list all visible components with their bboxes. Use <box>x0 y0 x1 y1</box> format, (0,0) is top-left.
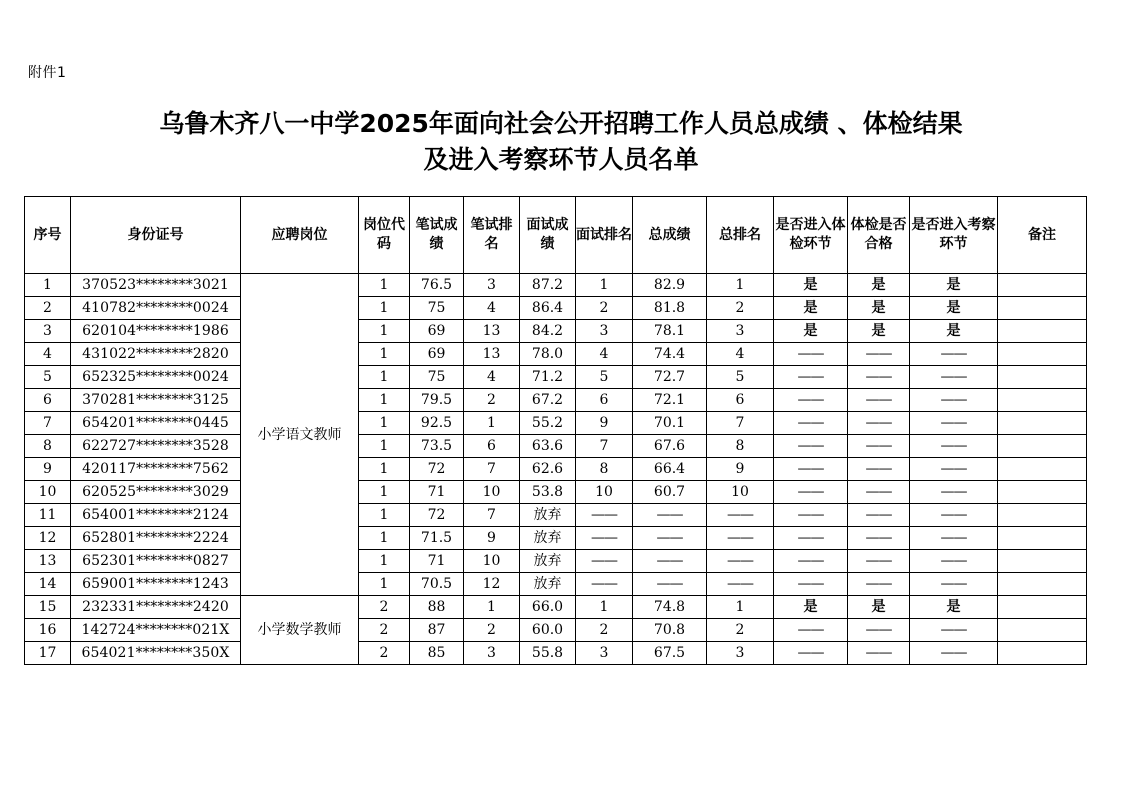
cell-exam-pass: 是 <box>848 596 910 619</box>
cell-written-score: 70.5 <box>410 573 464 596</box>
cell-seq: 7 <box>25 412 71 435</box>
cell-exam-pass: 是 <box>848 274 910 297</box>
table-row <box>25 619 1087 642</box>
cell-interview-score: 放弃 <box>520 573 576 596</box>
cell-id: 654021********350X <box>71 642 241 665</box>
header-exam-pass: 体检是否合格 <box>848 197 910 274</box>
cell-written-rank: 12 <box>464 573 520 596</box>
cell-enter-review: 是 <box>910 596 998 619</box>
cell-total-score: 81.8 <box>633 297 707 320</box>
cell-exam-pass: —— <box>848 642 910 665</box>
cell-exam-pass: —— <box>848 412 910 435</box>
cell-id: 652301********0827 <box>71 550 241 573</box>
cell-enter-review: —— <box>910 343 998 366</box>
header-seq: 序号 <box>25 197 71 274</box>
table-row <box>25 389 1087 412</box>
cell-written-score: 92.5 <box>410 412 464 435</box>
cell-id: 622727********3528 <box>71 435 241 458</box>
cell-remark <box>998 504 1087 527</box>
cell-interview-score: 放弃 <box>520 527 576 550</box>
cell-remark <box>998 274 1087 297</box>
cell-enter-review: —— <box>910 642 998 665</box>
cell-code: 1 <box>359 274 410 297</box>
cell-total-score: —— <box>633 550 707 573</box>
cell-exam-pass: —— <box>848 458 910 481</box>
cell-total-rank: 6 <box>707 389 774 412</box>
cell-enter-review: —— <box>910 504 998 527</box>
cell-total-rank: 2 <box>707 619 774 642</box>
cell-enter-exam: —— <box>774 550 848 573</box>
header-row <box>25 197 1087 274</box>
cell-enter-exam: —— <box>774 343 848 366</box>
cell-total-score: 74.8 <box>633 596 707 619</box>
cell-exam-pass: —— <box>848 619 910 642</box>
cell-written-rank: 13 <box>464 343 520 366</box>
title-line-1: 乌鲁木齐八一中学2025年面向社会公开招聘工作人员总成绩 、体检结果 <box>159 109 963 138</box>
cell-post: 小学语文教师 <box>241 274 359 596</box>
cell-total-score: 82.9 <box>633 274 707 297</box>
cell-written-rank: 3 <box>464 642 520 665</box>
cell-enter-exam: —— <box>774 366 848 389</box>
cell-written-score: 75 <box>410 366 464 389</box>
cell-written-score: 72 <box>410 458 464 481</box>
cell-enter-exam: —— <box>774 412 848 435</box>
cell-seq: 13 <box>25 550 71 573</box>
cell-remark <box>998 481 1087 504</box>
cell-code: 1 <box>359 435 410 458</box>
cell-remark <box>998 412 1087 435</box>
table-body <box>25 274 1087 665</box>
header-written-rank: 笔试排名 <box>464 197 520 274</box>
cell-enter-review: —— <box>910 527 998 550</box>
cell-enter-exam: —— <box>774 435 848 458</box>
cell-written-rank: 7 <box>464 504 520 527</box>
cell-id: 370281********3125 <box>71 389 241 412</box>
cell-interview-score: 66.0 <box>520 596 576 619</box>
cell-code: 2 <box>359 642 410 665</box>
header-enter-exam: 是否进入体检环节 <box>774 197 848 274</box>
cell-written-score: 88 <box>410 596 464 619</box>
cell-id: 370523********3021 <box>71 274 241 297</box>
cell-code: 1 <box>359 366 410 389</box>
cell-code: 2 <box>359 619 410 642</box>
cell-total-rank: 9 <box>707 458 774 481</box>
cell-total-score: 72.1 <box>633 389 707 412</box>
cell-total-rank: —— <box>707 573 774 596</box>
header-total-rank: 总排名 <box>707 197 774 274</box>
table-row <box>25 481 1087 504</box>
cell-code: 1 <box>359 481 410 504</box>
table-row <box>25 412 1087 435</box>
cell-enter-review: —— <box>910 412 998 435</box>
cell-seq: 11 <box>25 504 71 527</box>
cell-enter-exam: —— <box>774 527 848 550</box>
cell-interview-score: 67.2 <box>520 389 576 412</box>
title-line-2: 及进入考察环节人员名单 <box>423 145 699 174</box>
cell-total-rank: 3 <box>707 320 774 343</box>
cell-interview-rank: —— <box>576 504 633 527</box>
cell-written-score: 75 <box>410 297 464 320</box>
cell-exam-pass: —— <box>848 366 910 389</box>
cell-interview-rank: 10 <box>576 481 633 504</box>
cell-enter-exam: 是 <box>774 297 848 320</box>
cell-remark <box>998 366 1087 389</box>
cell-enter-exam: —— <box>774 642 848 665</box>
cell-code: 1 <box>359 389 410 412</box>
cell-seq: 6 <box>25 389 71 412</box>
cell-interview-score: 55.2 <box>520 412 576 435</box>
cell-seq: 2 <box>25 297 71 320</box>
cell-interview-rank: —— <box>576 573 633 596</box>
cell-remark <box>998 573 1087 596</box>
header-post: 应聘岗位 <box>241 197 359 274</box>
cell-total-rank: 4 <box>707 343 774 366</box>
cell-exam-pass: —— <box>848 389 910 412</box>
cell-seq: 5 <box>25 366 71 389</box>
cell-written-score: 72 <box>410 504 464 527</box>
cell-total-score: 74.4 <box>633 343 707 366</box>
cell-enter-exam: 是 <box>774 596 848 619</box>
cell-total-rank: 5 <box>707 366 774 389</box>
cell-seq: 1 <box>25 274 71 297</box>
cell-total-score: —— <box>633 527 707 550</box>
cell-enter-review: —— <box>910 366 998 389</box>
table-row <box>25 297 1087 320</box>
cell-remark <box>998 619 1087 642</box>
cell-remark <box>998 389 1087 412</box>
cell-enter-review: 是 <box>910 274 998 297</box>
cell-interview-rank: 5 <box>576 366 633 389</box>
cell-id: 652325********0024 <box>71 366 241 389</box>
cell-enter-exam: 是 <box>774 274 848 297</box>
cell-enter-exam: —— <box>774 573 848 596</box>
cell-id: 431022********2820 <box>71 343 241 366</box>
table-row <box>25 527 1087 550</box>
cell-interview-rank: 1 <box>576 274 633 297</box>
cell-exam-pass: —— <box>848 435 910 458</box>
cell-remark <box>998 343 1087 366</box>
cell-exam-pass: —— <box>848 343 910 366</box>
cell-id: 620104********1986 <box>71 320 241 343</box>
results-table <box>24 196 1087 665</box>
header-code: 岗位代码 <box>359 197 410 274</box>
cell-written-rank: 2 <box>464 619 520 642</box>
header-id: 身份证号 <box>71 197 241 274</box>
table-row <box>25 320 1087 343</box>
cell-code: 1 <box>359 573 410 596</box>
cell-written-score: 71 <box>410 481 464 504</box>
cell-code: 1 <box>359 504 410 527</box>
cell-interview-score: 放弃 <box>520 550 576 573</box>
cell-enter-review: —— <box>910 435 998 458</box>
cell-code: 1 <box>359 412 410 435</box>
cell-written-score: 85 <box>410 642 464 665</box>
cell-seq: 9 <box>25 458 71 481</box>
header-interview-score: 面试成绩 <box>520 197 576 274</box>
cell-remark <box>998 458 1087 481</box>
header-total-score: 总成绩 <box>633 197 707 274</box>
cell-id: 142724********021X <box>71 619 241 642</box>
cell-remark <box>998 527 1087 550</box>
cell-id: 420117********7562 <box>71 458 241 481</box>
cell-written-rank: 2 <box>464 389 520 412</box>
cell-interview-score: 78.0 <box>520 343 576 366</box>
cell-written-score: 76.5 <box>410 274 464 297</box>
cell-total-rank: —— <box>707 504 774 527</box>
cell-total-rank: 2 <box>707 297 774 320</box>
cell-interview-rank: 4 <box>576 343 633 366</box>
cell-written-rank: 4 <box>464 366 520 389</box>
cell-id: 410782********0024 <box>71 297 241 320</box>
cell-interview-rank: 2 <box>576 619 633 642</box>
cell-enter-review: —— <box>910 550 998 573</box>
cell-post: 小学数学教师 <box>241 596 359 665</box>
header-interview-rank: 面试排名 <box>576 197 633 274</box>
cell-interview-rank: —— <box>576 527 633 550</box>
cell-written-rank: 9 <box>464 527 520 550</box>
cell-written-score: 71 <box>410 550 464 573</box>
cell-written-score: 71.5 <box>410 527 464 550</box>
cell-enter-exam: —— <box>774 389 848 412</box>
cell-id: 652801********2224 <box>71 527 241 550</box>
cell-code: 1 <box>359 297 410 320</box>
cell-seq: 8 <box>25 435 71 458</box>
cell-code: 1 <box>359 550 410 573</box>
cell-seq: 4 <box>25 343 71 366</box>
cell-seq: 16 <box>25 619 71 642</box>
cell-written-score: 69 <box>410 320 464 343</box>
cell-exam-pass: —— <box>848 481 910 504</box>
table-row <box>25 596 1087 619</box>
cell-interview-score: 62.6 <box>520 458 576 481</box>
cell-exam-pass: —— <box>848 550 910 573</box>
cell-id: 620525********3029 <box>71 481 241 504</box>
cell-total-rank: 1 <box>707 274 774 297</box>
cell-remark <box>998 297 1087 320</box>
cell-written-rank: 6 <box>464 435 520 458</box>
cell-remark <box>998 596 1087 619</box>
cell-total-score: 72.7 <box>633 366 707 389</box>
cell-enter-exam: —— <box>774 481 848 504</box>
cell-exam-pass: —— <box>848 504 910 527</box>
cell-exam-pass: —— <box>848 527 910 550</box>
cell-written-rank: 13 <box>464 320 520 343</box>
cell-enter-exam: —— <box>774 458 848 481</box>
cell-interview-score: 63.6 <box>520 435 576 458</box>
cell-interview-score: 71.2 <box>520 366 576 389</box>
cell-remark <box>998 320 1087 343</box>
cell-id: 232331********2420 <box>71 596 241 619</box>
cell-written-rank: 7 <box>464 458 520 481</box>
cell-remark <box>998 550 1087 573</box>
header-enter-review: 是否进入考察环节 <box>910 197 998 274</box>
cell-enter-exam: 是 <box>774 320 848 343</box>
table-row <box>25 274 1087 297</box>
cell-enter-review: —— <box>910 389 998 412</box>
table-row <box>25 642 1087 665</box>
cell-total-rank: 3 <box>707 642 774 665</box>
cell-interview-rank: 7 <box>576 435 633 458</box>
cell-enter-review: —— <box>910 458 998 481</box>
cell-total-score: —— <box>633 573 707 596</box>
cell-enter-exam: —— <box>774 619 848 642</box>
cell-code: 2 <box>359 596 410 619</box>
cell-written-rank: 1 <box>464 596 520 619</box>
cell-total-rank: 10 <box>707 481 774 504</box>
cell-interview-score: 55.8 <box>520 642 576 665</box>
header-remark: 备注 <box>998 197 1087 274</box>
cell-interview-rank: —— <box>576 550 633 573</box>
cell-total-rank: 1 <box>707 596 774 619</box>
cell-id: 659001********1243 <box>71 573 241 596</box>
cell-enter-review: —— <box>910 573 998 596</box>
cell-enter-exam: —— <box>774 504 848 527</box>
cell-total-rank: 8 <box>707 435 774 458</box>
cell-remark <box>998 642 1087 665</box>
cell-written-rank: 10 <box>464 550 520 573</box>
cell-id: 654201********0445 <box>71 412 241 435</box>
cell-enter-review: —— <box>910 619 998 642</box>
table-row <box>25 343 1087 366</box>
cell-written-rank: 10 <box>464 481 520 504</box>
cell-written-rank: 4 <box>464 297 520 320</box>
cell-code: 1 <box>359 458 410 481</box>
cell-total-score: 78.1 <box>633 320 707 343</box>
cell-enter-review: 是 <box>910 320 998 343</box>
cell-seq: 10 <box>25 481 71 504</box>
table-row <box>25 366 1087 389</box>
cell-interview-rank: 2 <box>576 297 633 320</box>
table-row <box>25 458 1087 481</box>
cell-interview-rank: 3 <box>576 642 633 665</box>
cell-total-score: 67.5 <box>633 642 707 665</box>
cell-seq: 17 <box>25 642 71 665</box>
cell-interview-rank: 9 <box>576 412 633 435</box>
cell-written-score: 87 <box>410 619 464 642</box>
cell-remark <box>998 435 1087 458</box>
cell-total-score: 60.7 <box>633 481 707 504</box>
cell-total-score: —— <box>633 504 707 527</box>
table-row <box>25 573 1087 596</box>
cell-seq: 14 <box>25 573 71 596</box>
cell-interview-rank: 1 <box>576 596 633 619</box>
table-row <box>25 504 1087 527</box>
cell-interview-rank: 8 <box>576 458 633 481</box>
cell-exam-pass: —— <box>848 573 910 596</box>
cell-interview-rank: 6 <box>576 389 633 412</box>
cell-written-rank: 3 <box>464 274 520 297</box>
cell-interview-rank: 3 <box>576 320 633 343</box>
table-row <box>25 550 1087 573</box>
cell-enter-review: —— <box>910 481 998 504</box>
cell-code: 1 <box>359 320 410 343</box>
cell-written-score: 69 <box>410 343 464 366</box>
cell-code: 1 <box>359 343 410 366</box>
cell-interview-score: 60.0 <box>520 619 576 642</box>
cell-exam-pass: 是 <box>848 320 910 343</box>
header-written-score: 笔试成绩 <box>410 197 464 274</box>
cell-total-score: 70.8 <box>633 619 707 642</box>
cell-seq: 3 <box>25 320 71 343</box>
cell-interview-score: 87.2 <box>520 274 576 297</box>
cell-total-rank: 7 <box>707 412 774 435</box>
table-row <box>25 435 1087 458</box>
cell-total-rank: —— <box>707 550 774 573</box>
cell-total-score: 67.6 <box>633 435 707 458</box>
cell-seq: 12 <box>25 527 71 550</box>
cell-written-score: 73.5 <box>410 435 464 458</box>
cell-total-score: 66.4 <box>633 458 707 481</box>
cell-total-rank: —— <box>707 527 774 550</box>
cell-enter-review: 是 <box>910 297 998 320</box>
cell-written-rank: 1 <box>464 412 520 435</box>
cell-code: 1 <box>359 527 410 550</box>
attachment-label: 附件1 <box>28 65 67 81</box>
cell-id: 654001********2124 <box>71 504 241 527</box>
document-title <box>0 106 1122 178</box>
cell-total-score: 70.1 <box>633 412 707 435</box>
cell-interview-score: 53.8 <box>520 481 576 504</box>
cell-interview-score: 放弃 <box>520 504 576 527</box>
cell-interview-score: 86.4 <box>520 297 576 320</box>
cell-written-score: 79.5 <box>410 389 464 412</box>
cell-interview-score: 84.2 <box>520 320 576 343</box>
cell-exam-pass: 是 <box>848 297 910 320</box>
cell-seq: 15 <box>25 596 71 619</box>
